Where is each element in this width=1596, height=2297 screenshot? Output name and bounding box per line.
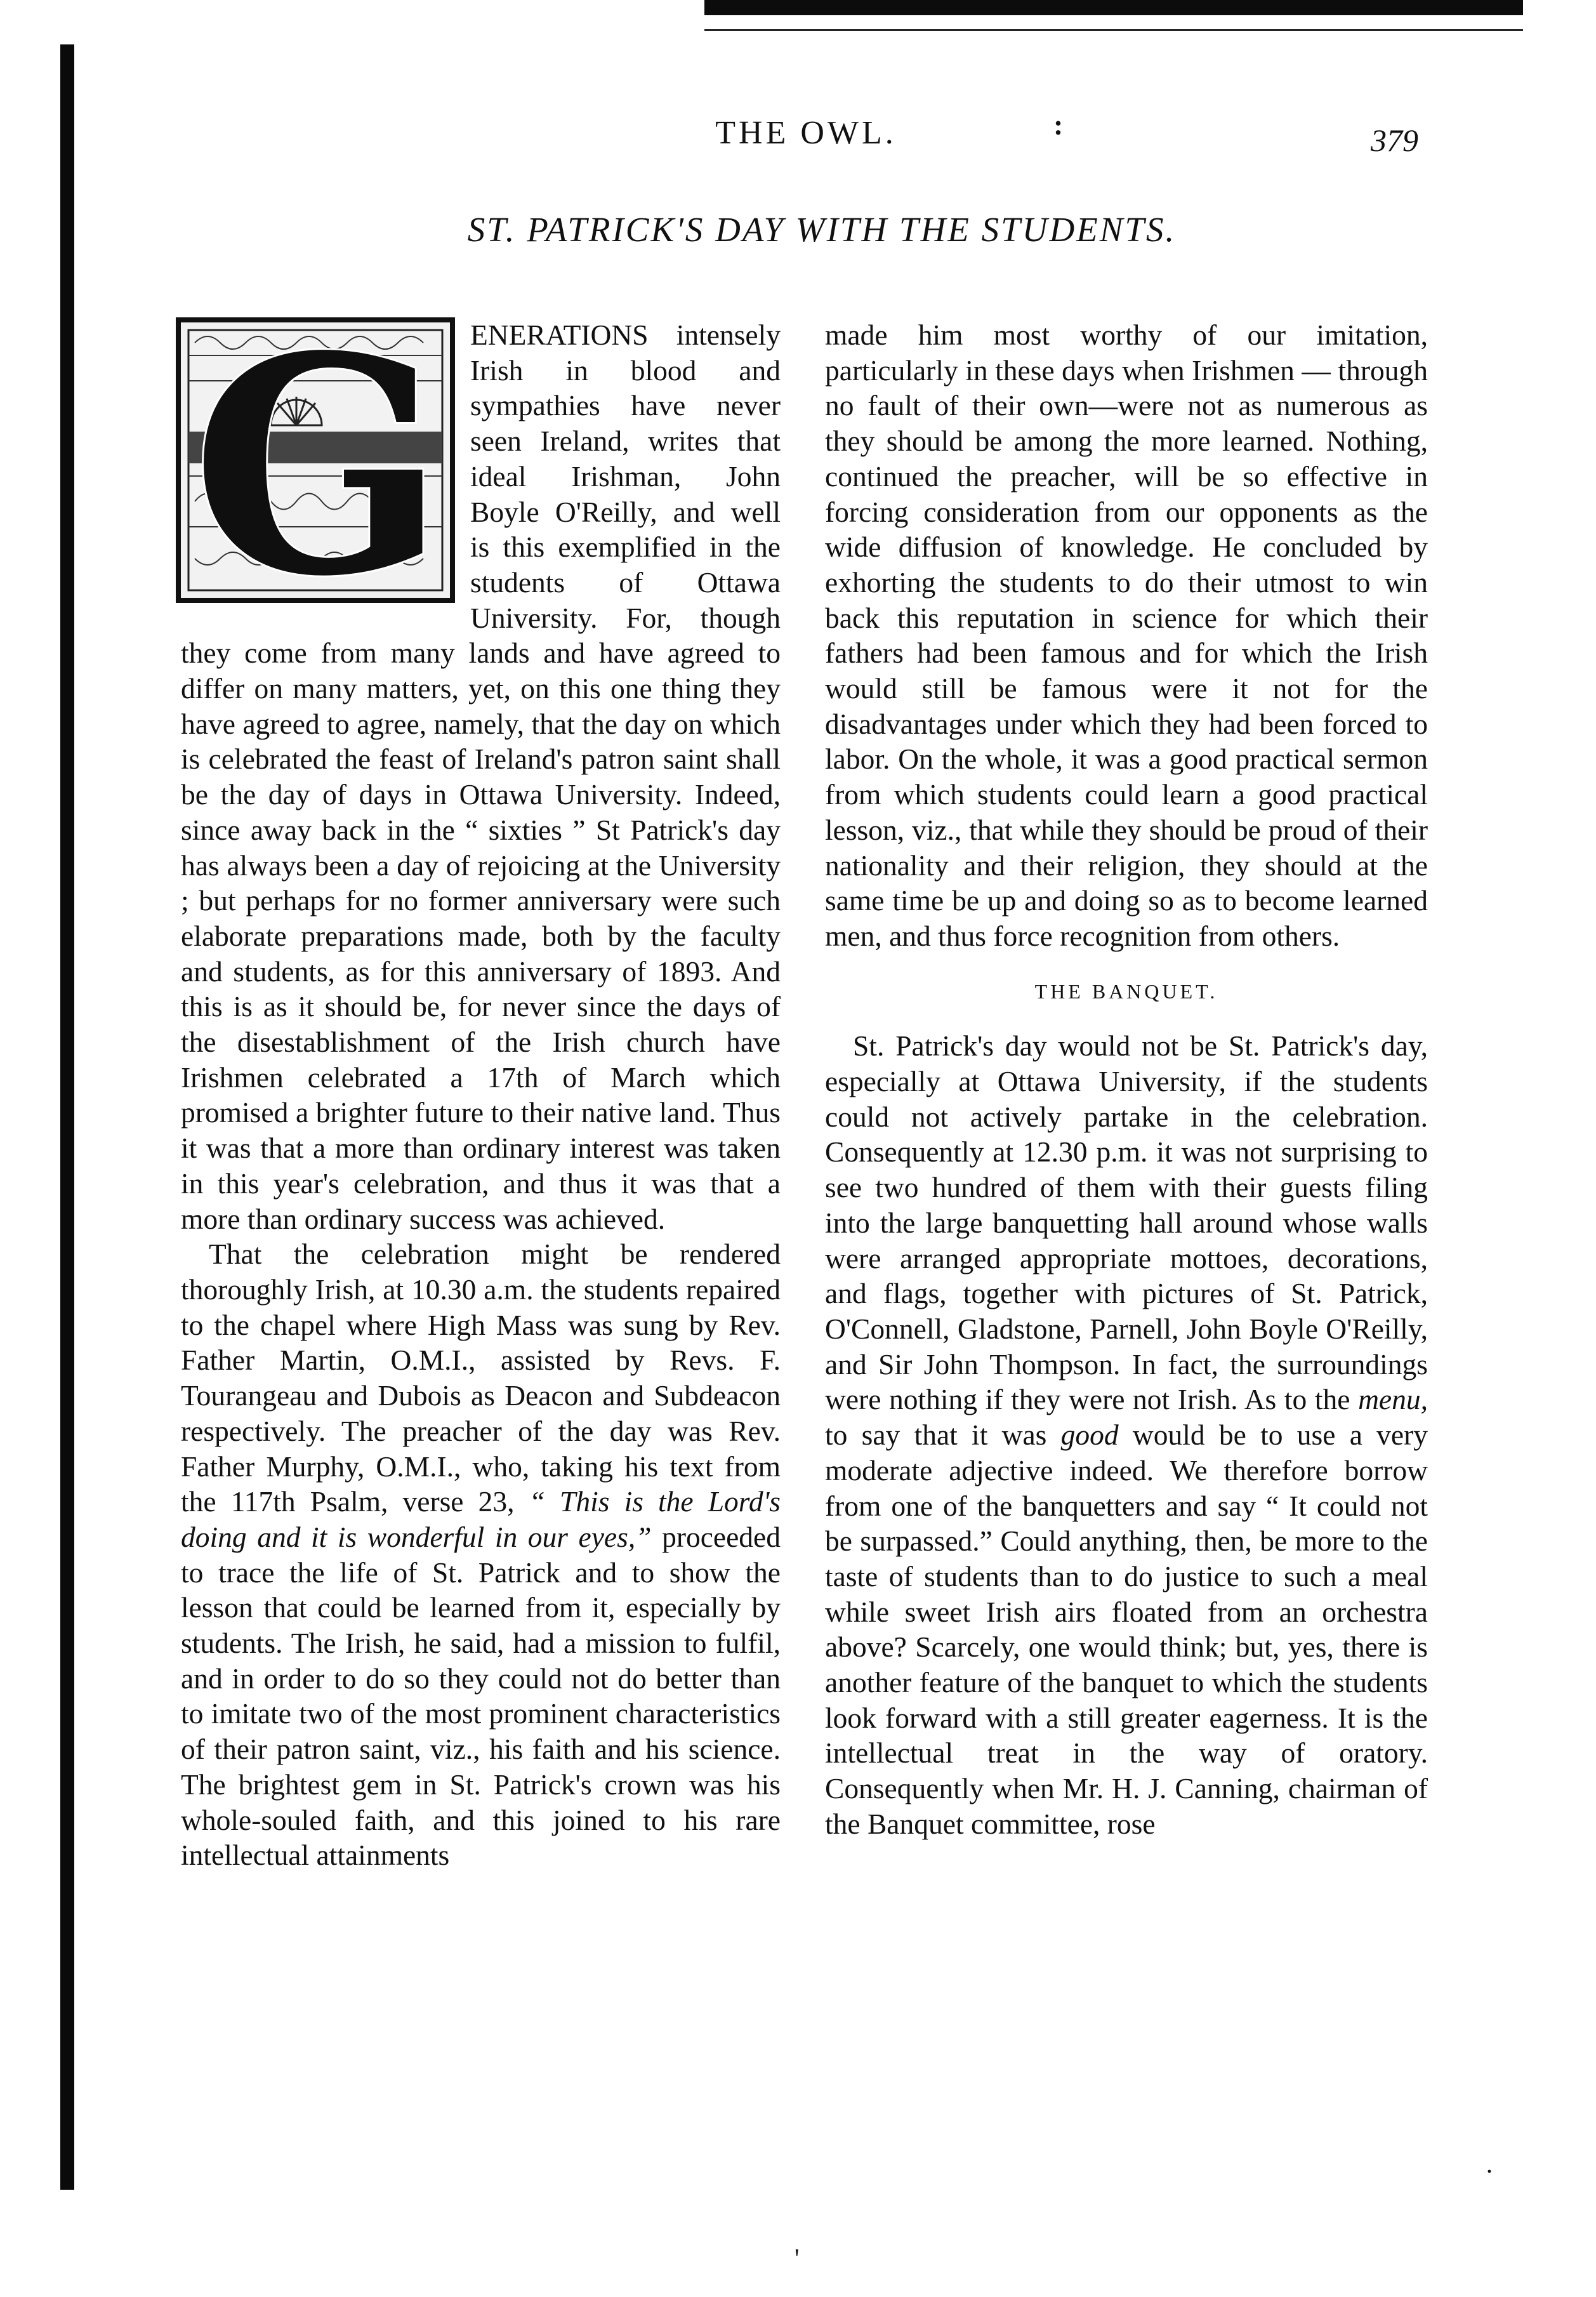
banquet-text-2: to say that it was [825,1419,1061,1452]
paragraph-mass-continuation: proceeded to trace the life of St. Patrick and to show the lesson that could be learned from it, especially by students. The Irish, he said, had a mission to fulfil, and in order to do so they could not do better than to imitate two of the most prominent characteristics of their patron saint, viz., his faith and his science. The brightest gem in St. Patrick's crown was his whole-souled faith, and this joined to his rare intellectual attainments [181,1520,781,1872]
margin-speck: · [1485,2157,1494,2187]
top-border-rule [704,0,1523,15]
banquet-text-3: would be to use a very moderate adjective indeed. We therefore borrow from one of the banquetters and say “ It could not be surpassed.” Could anything, then, be more to the taste of students than to do justice to such a meal while sweet Irish airs floated from an orchestra above? Scarcely, one would think; but, yes, there is another feature of the banquet to which the students look forward with a still greater eagerness. It is the intellectual treat in the way of oratory. Consequently when Mr. H. J. Canning, chairman of the Banquet committee, rose [825,1419,1428,1840]
left-column [181,317,781,1873]
page-number: 379 [1371,122,1418,158]
banquet-menu-italic: menu, [1358,1383,1428,1416]
head-dot-mark: : [1053,109,1064,141]
left-margin-bar [60,44,74,2190]
decorative-dropcap-g [176,317,455,603]
footer-speck: ' [795,2244,800,2274]
paragraph-sermon-end: made him most worthy of our imitation, particularly in these days when Irishmen — through no fault of their own—were not as numerous as they should be among the more learned. Nothing, continued the preacher, will be so effective in forcing consideration from our opponents as the wide diffusion of knowledge. He concluded by exhorting the students to do their utmost to win back this reputation in science for which their fathers had been famous and for which the Irish would still be famous were it not for the disadvantages under which they had been forced to labor. On the whole, it was a good practical sermon from which students could learn a good practical lesson, viz., that while they should be proud of their nationality and their religion, they should at the same time be up and doing so as to become learned men, and thus force recognition from others. [825,319,1428,952]
top-thin-rule [704,29,1523,31]
banquet-good-italic: good [1060,1419,1119,1452]
section-heading-banquet: THE BANQUET. [1034,979,1218,1003]
paragraph-mass [181,1236,781,1873]
paragraph-intro: ENERATIONS intensely Irish in blood and sympathies have never seen Ireland, writes that ideal Irishman, John Boyle O'Reilly, and well is this exemplified in the students of Ottawa University. For, though they come from many lands and have agreed to differ on many matters, yet, on this one thing they have agreed to agree, namely, that the day on which is celebrated the feast of Ireland's patron saint shall be the day of days in Ottawa University. Indeed, since away back in the “ sixties ” St Patrick's day has always been a day of rejoicing at the University ; but perhaps for no former anniversary were such elaborate preparations made, both by the faculty and students, as for this anniversary of 1893. And this is as it should be, for never since the days of the disestablishment of the Irish church have Irishmen celebrated a 17th of March which promised a brighter future to their native land. Thus it was that a more than ordinary interest was taken in this year's celebration, and thus it was that a more than ordinary success was achieved. [181,319,781,1235]
right-column [825,317,1428,1842]
dropcap-letter: G [191,317,446,603]
psalm-quote: “ This is the Lord's doing and it is wonderful in our eyes,” [181,1485,781,1553]
running-head: THE OWL. [715,115,897,151]
banquet-text-1: St. Patrick's day would not be St. Patrick's day, especially at Ottawa University, if the students could not actively partake in the celebration. Consequently at 12.30 p.m. it was not surprising to see two hundred of them with their guests filing into the large banquetting hall around whose walls were arranged appropriate mottoes, decorations, and flags, together with pictures of St. Patrick, O'Connell, Gladstone, Parnell, John Boyle O'Reilly, and Sir John Thompson. In fact, the surroundings were nothing if they were not Irish. As to the [825,1029,1428,1416]
paragraph-banquet [825,1028,1428,1841]
paragraph-mass-text: That the celebration might be rendered thoroughly Irish, at 10.30 a.m. the students repaired to the chapel where High Mass was sung by Rev. Father Martin, O.M.I., assisted by Revs. F. Tourangeau and Dubois as Deacon and Subdeacon respectively. The preacher of the day was Rev. Father Murphy, O.M.I., who, taking his text from the 117th Psalm, verse 23, [181,1238,781,1518]
article-title: ST. PATRICK'S DAY WITH THE STUDENTS. [467,210,1177,249]
